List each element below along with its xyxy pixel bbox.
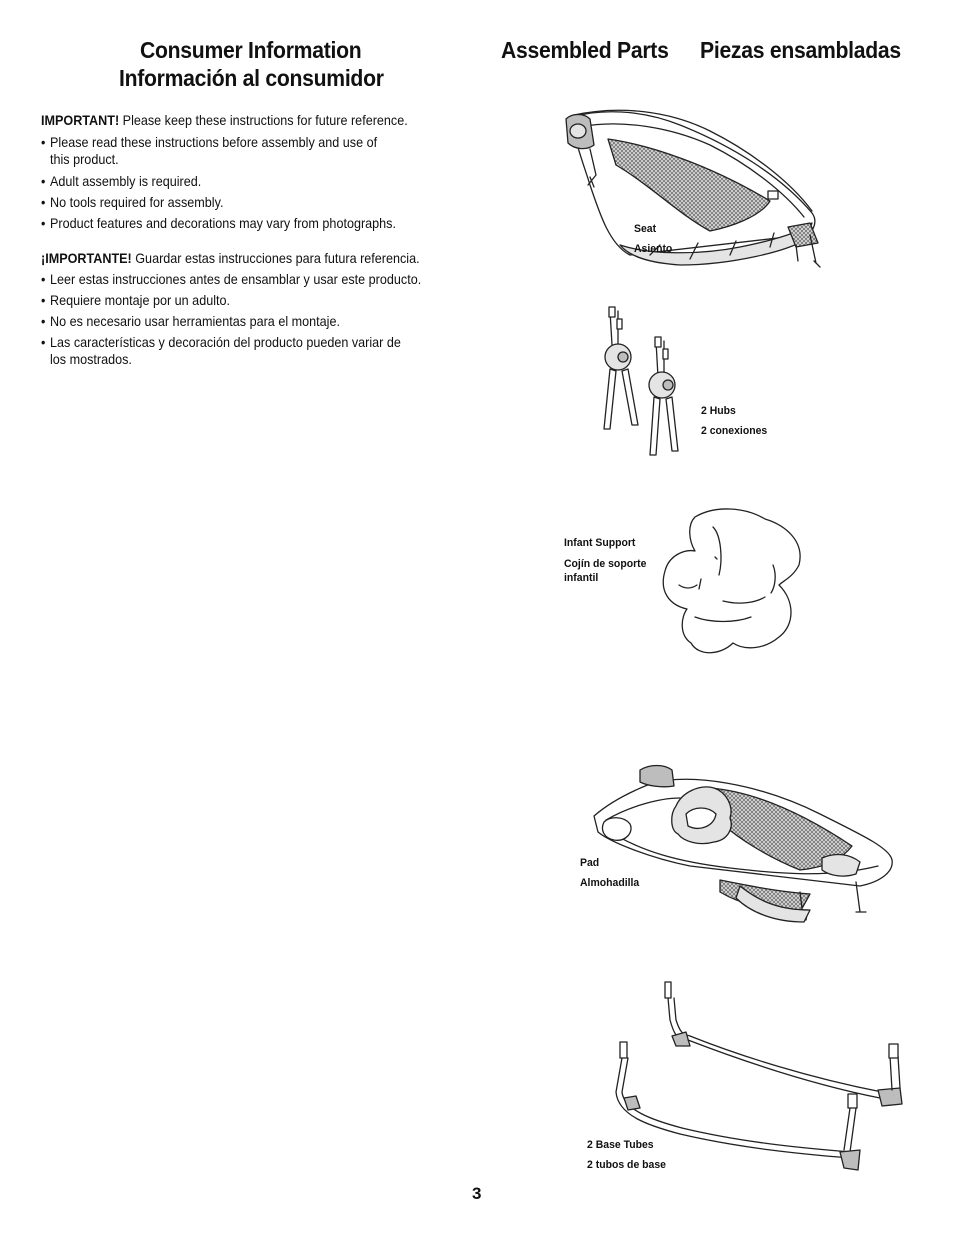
base-tubes-illustration bbox=[610, 980, 910, 1180]
bullet-en-features: • Product features and decorations may vary from photographs. bbox=[41, 215, 473, 232]
important-text-en: Please keep these instructions for future reference. bbox=[119, 112, 408, 128]
support-label-es-line1: Cojín de soporte bbox=[564, 558, 647, 570]
bullet-en-read bbox=[41, 134, 473, 168]
important-text-es: Guardar estas instrucciones para futura referencia. bbox=[131, 250, 420, 266]
important-label-es: ¡IMPORTANTE! bbox=[41, 250, 132, 266]
seat-illustration bbox=[560, 105, 830, 275]
bullet-es-features-line1: Las características y decoración del producto pueden variar de bbox=[50, 334, 401, 350]
bullet-es-features-line2: los mostrados. bbox=[50, 351, 132, 367]
consumer-info-title: Consumer Information bbox=[140, 37, 362, 63]
bullet-en-adult: • Adult assembly is required. bbox=[41, 173, 473, 190]
bullet-en-read-line1: Please read these instructions before assembly and use of bbox=[50, 134, 378, 150]
support-label: Infant Support bbox=[564, 537, 636, 549]
bullet-es-adult: • Requiere montaje por un adulto. bbox=[41, 292, 491, 309]
support-label-es-line2: infantil bbox=[564, 572, 599, 584]
spanish-instructions bbox=[41, 250, 491, 368]
bullet-en-read-line2: this product. bbox=[50, 151, 119, 167]
pad-illustration bbox=[590, 762, 900, 932]
infant-support-illustration bbox=[655, 505, 805, 660]
consumer-info-title-es: Información al consumidor bbox=[119, 65, 384, 91]
important-note-es bbox=[41, 250, 491, 267]
bullet-es-tools: • No es necesario usar herramientas para el montaje. bbox=[41, 313, 491, 330]
bullet-es-features bbox=[41, 334, 491, 368]
bullet-es-read: • Leer estas instrucciones antes de ensamblar y usar este producto. bbox=[41, 271, 491, 288]
english-instructions bbox=[41, 112, 473, 232]
page-number: 3 bbox=[472, 1184, 482, 1203]
pad-label: Pad bbox=[580, 857, 600, 869]
hubs-label-es: 2 conexiones bbox=[701, 425, 768, 437]
tubes-label-es: 2 tubos de base bbox=[587, 1159, 666, 1171]
pad-label-es: Almohadilla bbox=[580, 877, 640, 889]
hubs-label: 2 Hubs bbox=[701, 405, 736, 417]
tubes-label: 2 Base Tubes bbox=[587, 1139, 654, 1151]
important-note-en bbox=[41, 112, 473, 129]
important-label-en: IMPORTANT! bbox=[41, 112, 120, 128]
bullet-en-tools: • No tools required for assembly. bbox=[41, 194, 473, 211]
seat-label-es: Asiento bbox=[634, 243, 673, 255]
assembled-parts-title: Assembled Parts bbox=[501, 37, 669, 63]
seat-label: Seat bbox=[634, 223, 657, 235]
assembled-parts-title-es: Piezas ensambladas bbox=[700, 37, 901, 63]
hubs-illustration bbox=[596, 305, 696, 460]
